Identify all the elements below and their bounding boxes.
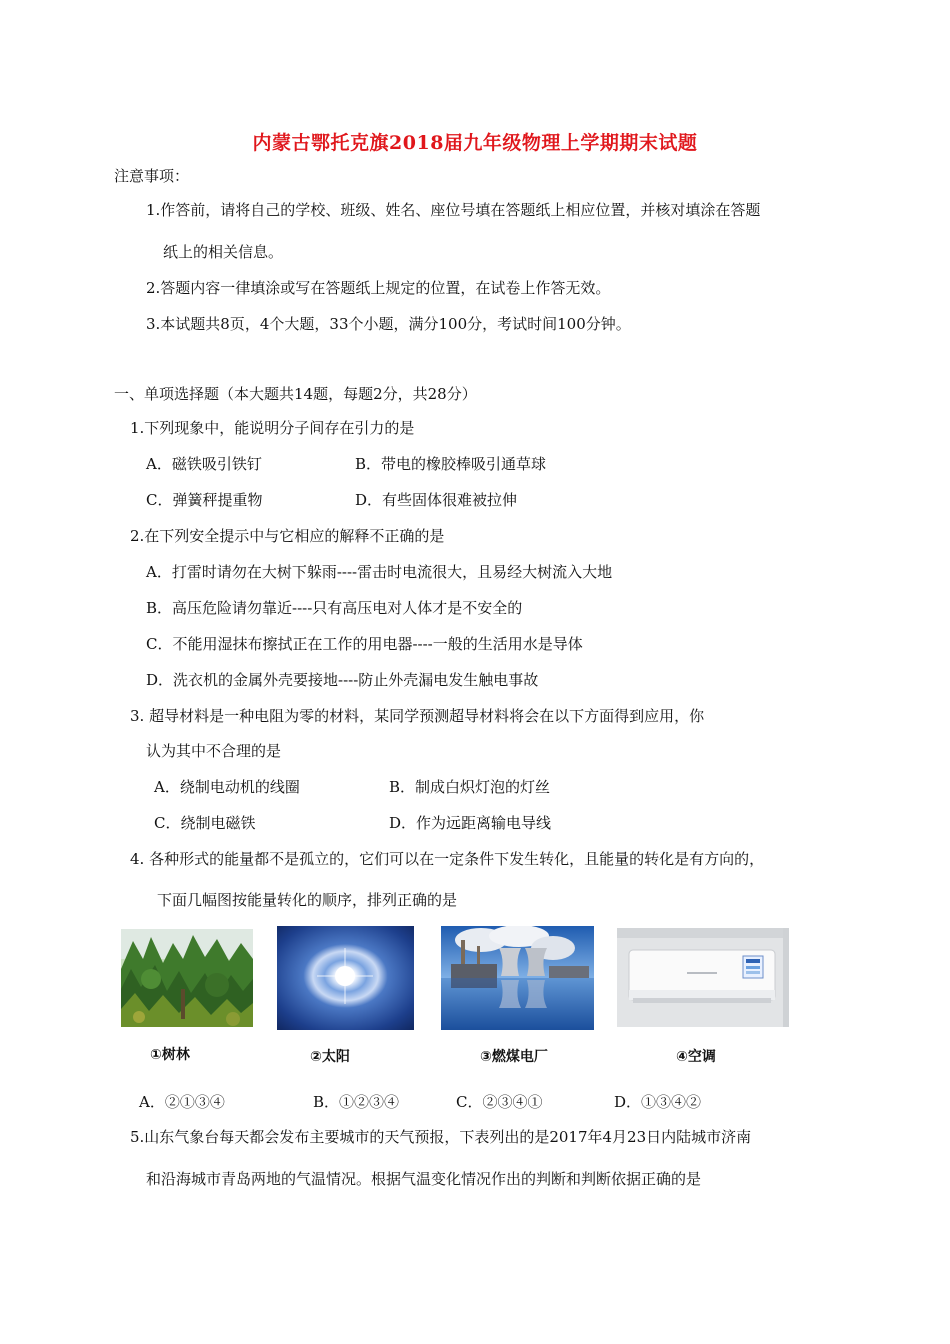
note-1: 1.作答前，请将自己的学校、班级、姓名、座位号填在答题纸上相应位置，并核对填涂在答题 [146,201,761,219]
q1-option-d: D．有些固体很难被拉伸 [355,491,518,509]
q3-stem-cont: 认为其中不合理的是 [146,742,282,760]
q3-option-c: C．绕制电磁铁 [154,814,256,832]
air-conditioner-image [617,928,789,1027]
q3-stem: 3. 超导材料是一种电阻为零的材料，某同学预测超导材料将会在以下方面得到应用，你 [130,707,705,725]
q4-stem: 4. 各种形式的能量都不是孤立的，它们可以在一定条件下发生转化，且能量的转化是有方向的， [130,850,765,868]
q3-option-d: D．作为远距离输电导线 [389,814,552,832]
q2-stem: 2.在下列安全提示中与它相应的解释不正确的是 [130,527,445,545]
caption-forest: ①树林 [150,1047,190,1063]
q1-option-a: A．磁铁吸引铁钉 [146,455,262,473]
q5-stem: 5.山东气象台每天都会发布主要城市的天气预报，下表列出的是2017年4月23日内陆城市济南 [130,1128,752,1146]
q3-option-b: B．制成白炽灯泡的灯丝 [389,778,551,796]
q5-stem-cont: 和沿海城市青岛两地的气温情况。根据气温变化情况作出的判断和判断依据正确的是 [146,1170,702,1188]
section-heading: 一、单项选择题（本大题共14题，每题2分，共28分） [114,385,477,403]
forest-image [121,929,253,1027]
q1-option-c: C．弹簧秤提重物 [146,491,263,509]
sun-image [277,926,414,1030]
q4-option-a: A．②①③④ [139,1093,225,1111]
q3-option-a: A．绕制电动机的线圈 [154,778,300,796]
q4-stem-cont: 下面几幅图按能量转化的顺序，排列正确的是 [157,891,458,909]
q2-option-c: C．不能用湿抹布擦拭正在工作的用电器----一般的生活用水是导体 [146,635,583,653]
q4-option-d: D．①③④② [614,1093,702,1111]
exam-title: 内蒙古鄂托克旗2018届九年级物理上学期期末试题 [252,132,698,154]
q1-stem: 1.下列现象中，能说明分子间存在引力的是 [130,419,415,437]
caption-air-conditioner: ④空调 [676,1049,716,1065]
note-3: 3.本试题共8页，4个大题，33个小题，满分100分，考试时间100分钟。 [146,315,631,333]
caption-sun: ②太阳 [310,1049,350,1065]
q4-option-c: C．②③④① [456,1093,543,1111]
note-2: 2.答题内容一律填涂或写在答题纸上规定的位置，在试卷上作答无效。 [146,279,611,297]
q2-option-a: A．打雷时请勿在大树下躲雨----雷击时电流很大，且易经大树流入大地 [146,563,613,581]
caption-power-plant: ③燃煤电厂 [480,1049,548,1065]
q1-option-b: B．带电的橡胶棒吸引通草球 [355,455,547,473]
power-plant-image [441,926,594,1030]
notes-heading: 注意事项： [114,167,190,185]
q2-option-b: B．高压危险请勿靠近----只有高压电对人体才是不安全的 [146,599,523,617]
note-1-cont: 纸上的相关信息。 [163,243,284,261]
q2-option-d: D．洗衣机的金属外壳要接地----防止外壳漏电发生触电事故 [146,671,539,689]
q4-option-b: B．①②③④ [313,1093,400,1111]
